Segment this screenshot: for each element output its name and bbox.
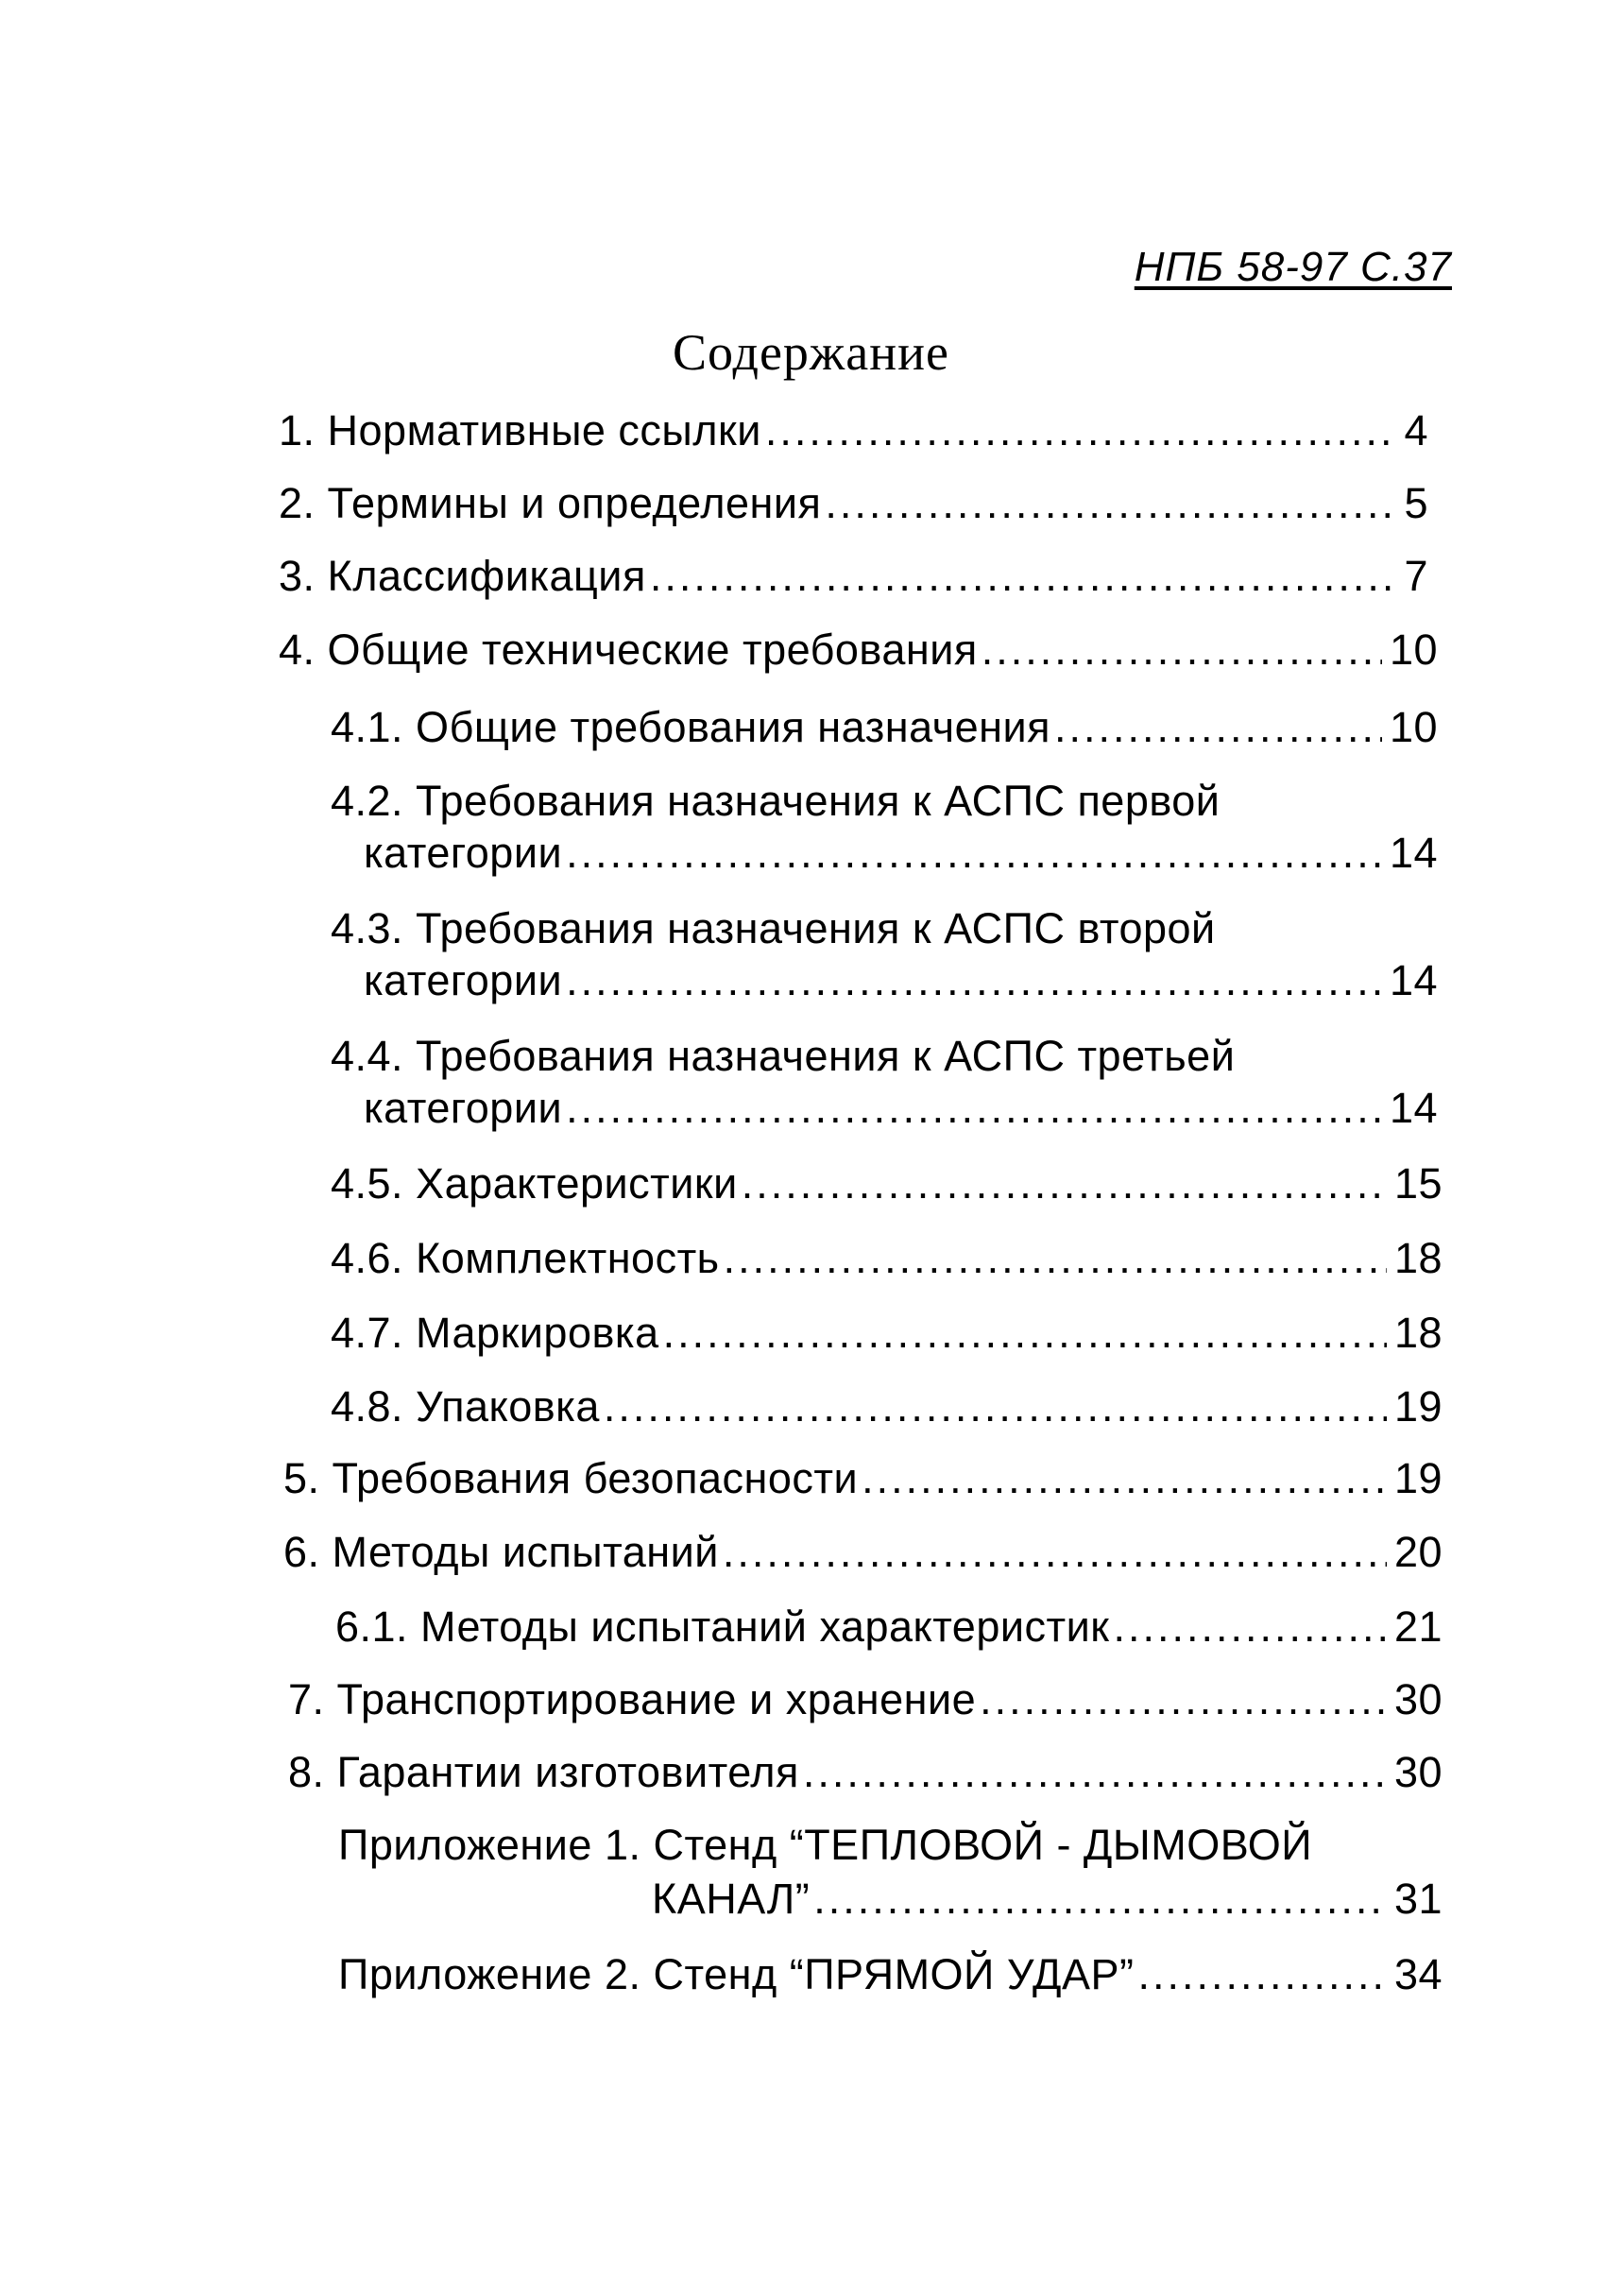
toc-entry-4-7 bbox=[331, 1307, 1443, 1360]
toc-leader-dots bbox=[566, 1082, 1382, 1135]
toc-entry-text: 8. Гарантии изготовителя bbox=[288, 1748, 799, 1796]
toc-leader-dots bbox=[982, 624, 1382, 677]
toc-page-number: 34 bbox=[1393, 1950, 1443, 1998]
toc-entry-text: 6. Методы испытаний bbox=[283, 1528, 719, 1576]
toc-entry-4-2 bbox=[364, 827, 1438, 880]
toc-page-number: 21 bbox=[1393, 1602, 1443, 1651]
toc-leader-dots bbox=[813, 1873, 1387, 1926]
toc-leader-dots bbox=[723, 1526, 1387, 1579]
toc-page-number: 19 bbox=[1393, 1454, 1443, 1502]
toc-entry-text: категории bbox=[364, 829, 563, 877]
toc-entry-4-4-heading: 4.4. Требования назначения к АСПС третьей bbox=[331, 1032, 1236, 1080]
document-reference: НПБ 58-97 С.37 bbox=[1134, 244, 1452, 290]
toc-entry-text: 1. Нормативные ссылки bbox=[279, 406, 761, 454]
toc-entry-4-4 bbox=[364, 1082, 1438, 1135]
toc-page-number: 10 bbox=[1389, 703, 1438, 751]
toc-page-number: 30 bbox=[1393, 1748, 1443, 1796]
toc-entry-text: 5. Требования безопасности bbox=[283, 1454, 859, 1502]
toc-entry-4-1 bbox=[331, 701, 1438, 754]
toc-entry-1 bbox=[279, 404, 1428, 457]
toc-page-number: 7 bbox=[1404, 552, 1428, 600]
toc-entry-text: 2. Термины и определения bbox=[279, 479, 822, 527]
toc-entry-text: категории bbox=[364, 1084, 563, 1132]
toc-page-number: 4 bbox=[1404, 406, 1428, 454]
toc-entry-text: 4.7. Маркировка bbox=[331, 1309, 659, 1357]
toc-page-number: 31 bbox=[1393, 1875, 1443, 1923]
toc-entry-text: 4.5. Характеристики bbox=[331, 1159, 738, 1208]
toc-entry-4-3-heading: 4.3. Требования назначения к АСПС второй bbox=[331, 904, 1216, 952]
toc-entry-4-6 bbox=[331, 1232, 1443, 1285]
toc-entry-text: Приложение 2. Стенд “ПРЯМОЙ УДАР” bbox=[338, 1950, 1135, 1998]
toc-page-number: 19 bbox=[1393, 1382, 1443, 1431]
page-title: Содержание bbox=[673, 324, 949, 381]
toc-entry-text: 7. Транспортирование и хранение bbox=[288, 1675, 977, 1723]
toc-entry-text: 3. Классификация bbox=[279, 552, 646, 600]
toc-leader-dots bbox=[650, 550, 1397, 603]
toc-entry-text: 4.6. Комплектность bbox=[331, 1234, 720, 1282]
toc-entry-text: 4.8. Упаковка bbox=[331, 1382, 600, 1431]
toc-leader-dots bbox=[803, 1746, 1387, 1799]
toc-leader-dots bbox=[1054, 701, 1382, 754]
toc-page-number: 14 bbox=[1389, 956, 1438, 1004]
toc-page-number: 20 bbox=[1393, 1528, 1443, 1576]
toc-page-number: 18 bbox=[1393, 1309, 1443, 1357]
toc-leader-dots bbox=[765, 404, 1397, 457]
toc-leader-dots bbox=[825, 477, 1396, 530]
toc-entry-text: 6.1. Методы испытаний характеристик bbox=[335, 1602, 1110, 1651]
toc-entry-4-3 bbox=[364, 954, 1438, 1007]
toc-leader-dots bbox=[724, 1232, 1387, 1285]
toc-page-number: 14 bbox=[1389, 829, 1438, 877]
toc-leader-dots bbox=[604, 1380, 1387, 1433]
toc-entry-4-2-heading: 4.2. Требования назначения к АСПС первой bbox=[331, 777, 1221, 825]
toc-entry-6 bbox=[283, 1526, 1443, 1579]
toc-entry-4-5 bbox=[331, 1157, 1443, 1210]
toc-entry-4-8 bbox=[331, 1380, 1443, 1433]
toc-page-number: 15 bbox=[1393, 1159, 1443, 1208]
toc-leader-dots bbox=[980, 1673, 1387, 1726]
toc-page-number: 14 bbox=[1389, 1084, 1438, 1132]
toc-entry-7 bbox=[288, 1673, 1443, 1726]
toc-entry-text: 4. Общие технические требования bbox=[279, 625, 978, 674]
toc-leader-dots bbox=[1137, 1948, 1386, 2001]
toc-leader-dots bbox=[663, 1307, 1387, 1360]
toc-leader-dots bbox=[1113, 1601, 1387, 1653]
toc-entry-text: 4.1. Общие требования назначения bbox=[331, 703, 1050, 751]
toc-page-number: 10 bbox=[1389, 625, 1438, 674]
toc-entry-text: категории bbox=[364, 956, 563, 1004]
toc-leader-dots bbox=[742, 1157, 1387, 1210]
toc-entry-2 bbox=[279, 477, 1428, 530]
toc-entry-text: КАНАЛ” bbox=[652, 1875, 811, 1923]
toc-entry-5 bbox=[283, 1452, 1443, 1505]
toc-leader-dots bbox=[566, 827, 1382, 880]
toc-entry-6-1 bbox=[335, 1601, 1443, 1653]
toc-entry-8 bbox=[288, 1746, 1443, 1799]
toc-appendix-1-heading: Приложение 1. Стенд “ТЕПЛОВОЙ - ДЫМОВОЙ bbox=[338, 1821, 1313, 1869]
toc-appendix-1 bbox=[652, 1873, 1443, 1926]
toc-entry-3 bbox=[279, 550, 1428, 603]
toc-entry-4 bbox=[279, 624, 1438, 677]
toc-page-number: 30 bbox=[1393, 1675, 1443, 1723]
toc-leader-dots bbox=[862, 1452, 1387, 1505]
toc-appendix-2 bbox=[338, 1948, 1443, 2001]
toc-page-number: 5 bbox=[1404, 479, 1428, 527]
toc-leader-dots bbox=[566, 954, 1382, 1007]
toc-page-number: 18 bbox=[1393, 1234, 1443, 1282]
